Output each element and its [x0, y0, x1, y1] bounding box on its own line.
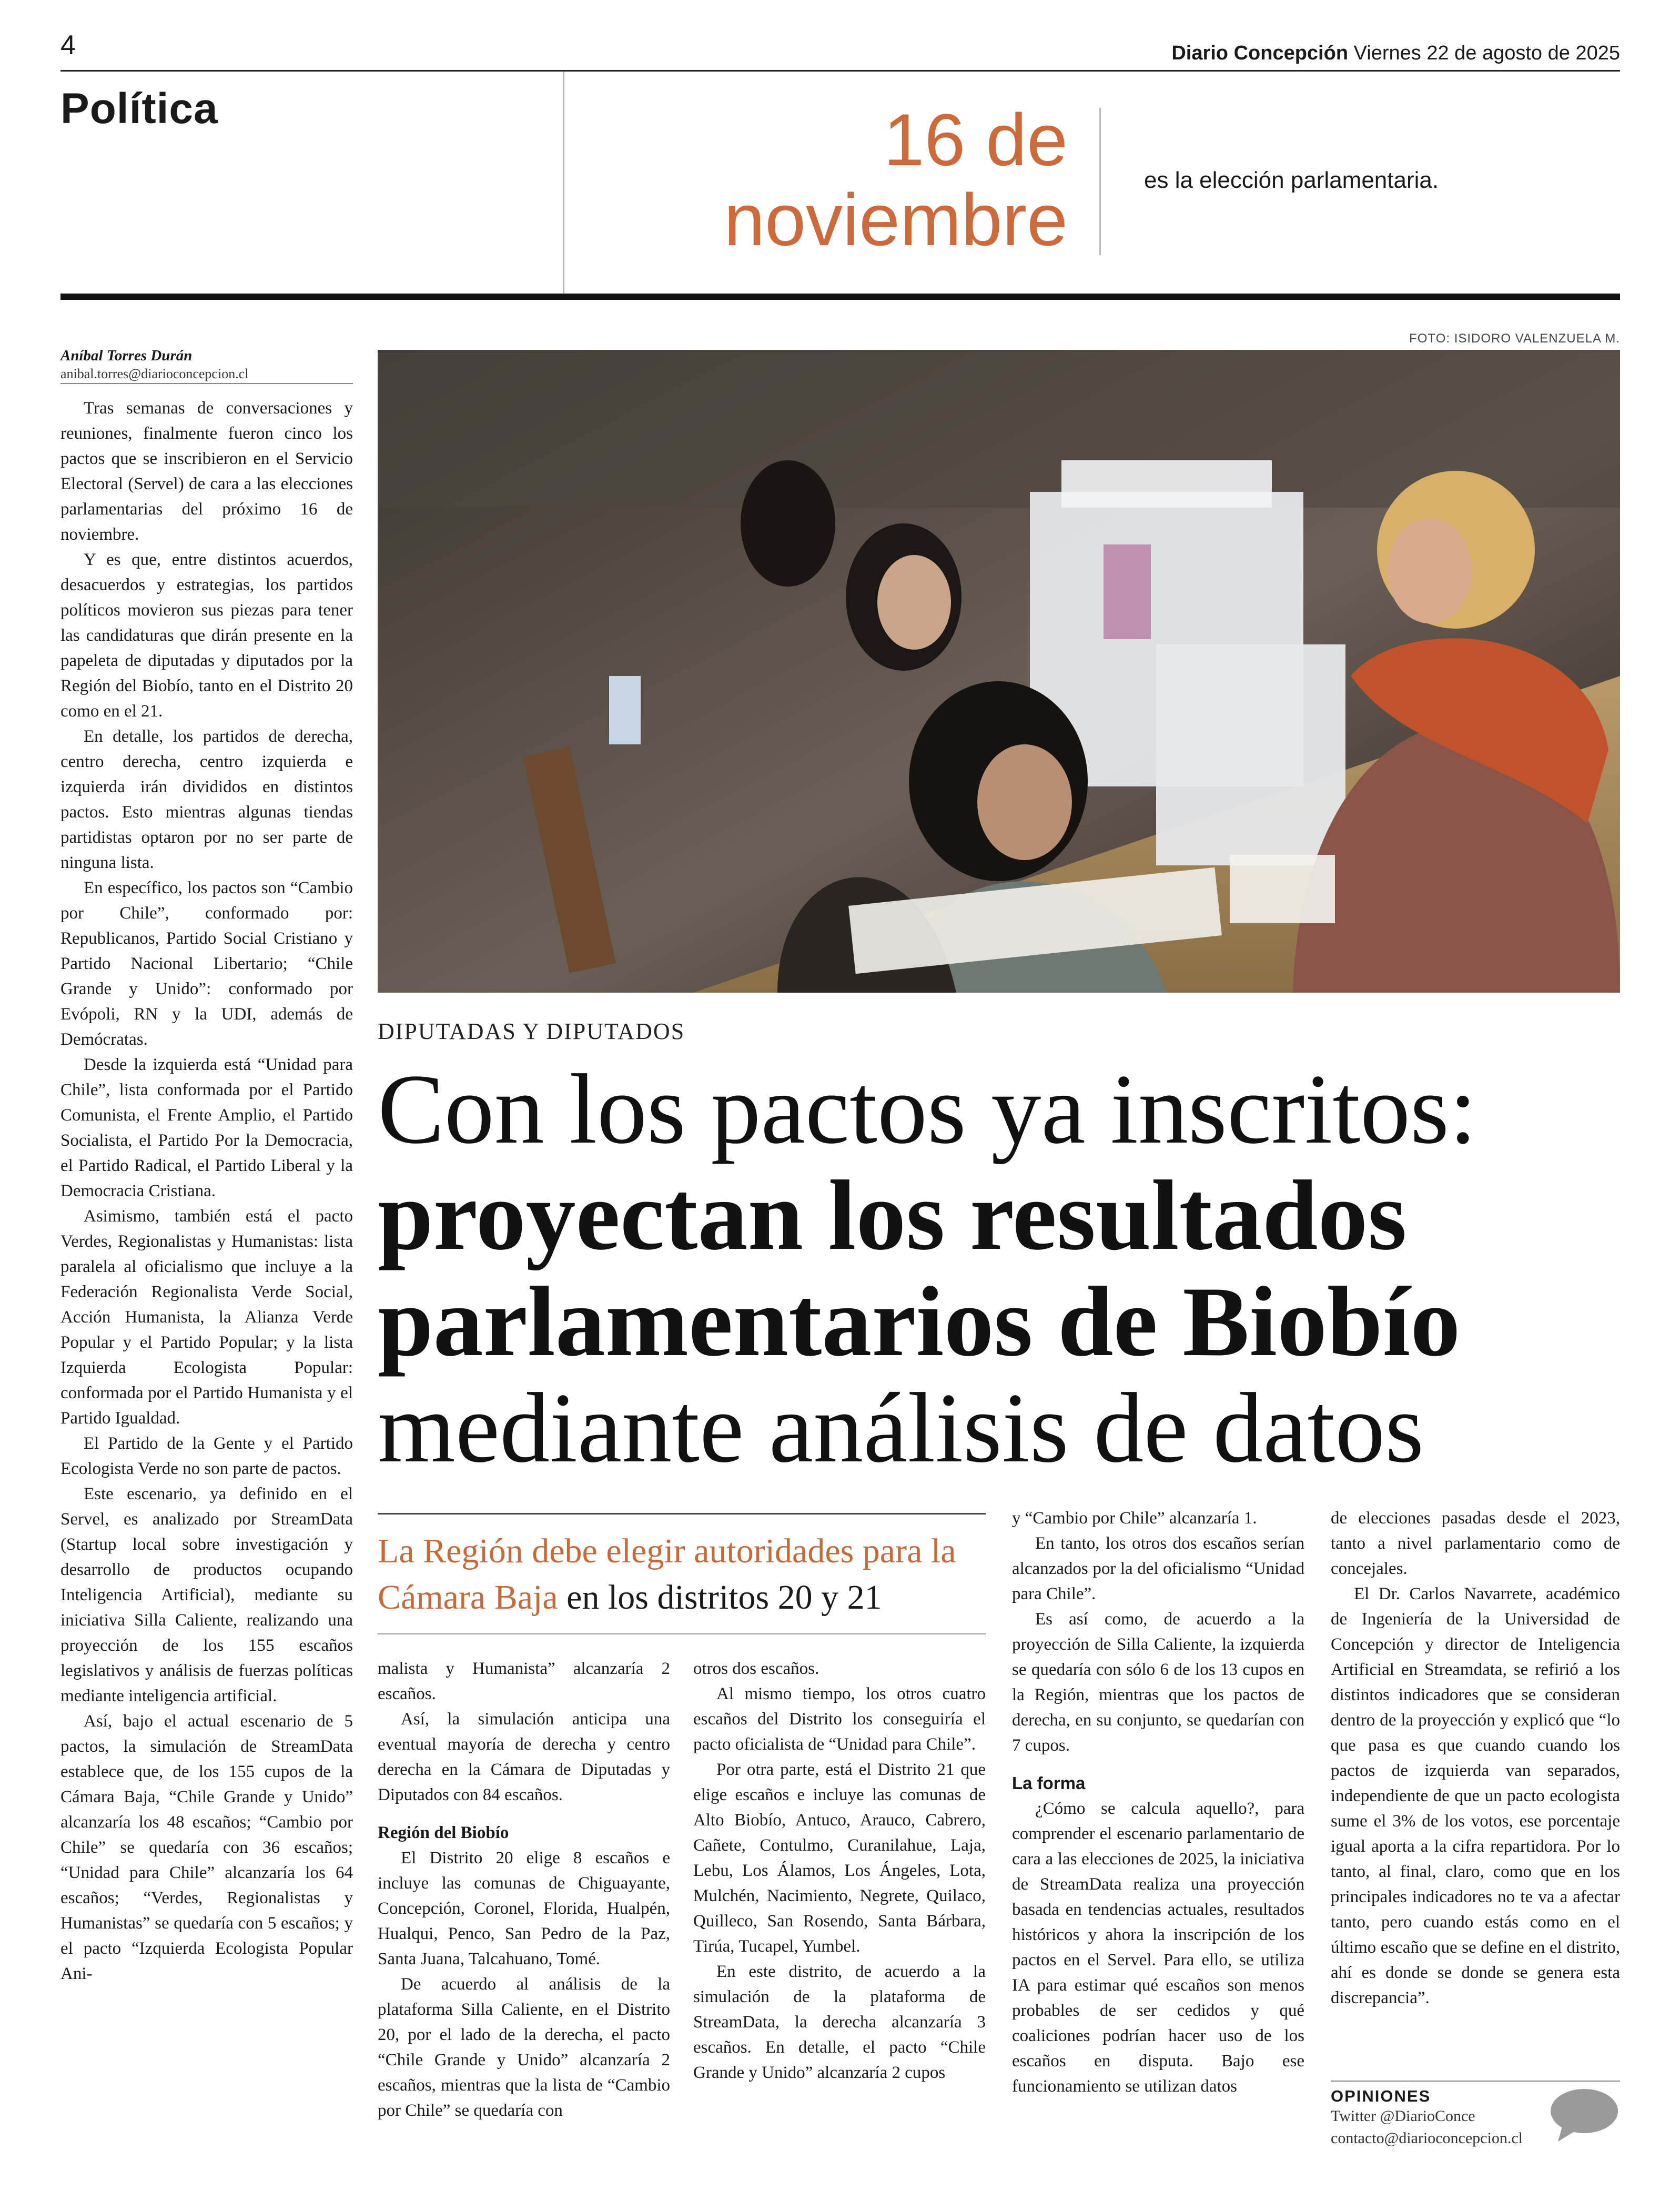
date-callout-line2: noviembre [724, 178, 1068, 261]
paragraph: y “Cambio por Chile” alcanzaría 1. [1012, 1509, 1257, 1528]
subhead-region-biobio: Región del Biobío [378, 1823, 509, 1842]
article-column-4 [1012, 1506, 1304, 2099]
paragraph: En detalle, los partidos de derecha, centro derecha, centro izquierda e izquierda irán divididos en distintos pactos. Esto mientras algunas tiendas partidistas optaron por no ser parte de ninguna lista. [60, 727, 353, 872]
subhead-la-forma: La forma [1012, 1773, 1086, 1793]
paragraph: El Partido de la Gente y el Partido Ecologista Verde no son parte de pactos. [60, 1434, 353, 1478]
speech-bubble-icon [1546, 2086, 1620, 2144]
top-rule [60, 70, 1620, 72]
deck-rest: en los distritos 20 y 21 [558, 1578, 882, 1617]
paragraph: Por otra parte, está el Distrito 21 que elige escaños e incluye las comunas de Alto Biobío, Antuco, Arauco, Cabrero, Cañete, Contulmo, Curanilahue, Laja, Lebu, Los Álamos, Los Ángeles, Lota, Mulchén, Nacimiento, Negrete, Quilaco, Quilleco, San Rosendo, Santa Bárbara, Tirúa, Tucapel, Yumbel. [693, 1760, 986, 1956]
header-thick-rule [60, 294, 1620, 300]
paragraph: El Dr. Carlos Navarrete, académico de Ingeniería de la Universidad de Concepción y director de Inteligencia Artificial en Streamdata, se refirió a los distintos indicadores que se consideran dentro de la proyección y explicó que “lo que pasa es que cuando cuando los pactos de izquierda van separados, independiente de que un pacto ecologista sume el 3% de los votos, ese porcentaje igual aporta a la cifra repartidora. Por lo tanto, al final, claro, como que en los principales indicadores no te va a afectar tanto, pero cuando estás como en el último escaño que se define en el distrito, ahí es donde se donde se genera esta discrepancia”. [1331, 1584, 1620, 2007]
headline-line3: parlamentarios de Biobío [378, 1267, 1461, 1377]
paragraph: Y es que, entre distintos acuerdos, desacuerdos y estrategias, los partidos políticos movieron sus piezas para tener las candidaturas que dirán presente en la papeleta de diputadas y diputados por la Región del Biobío, tanto en el Distrito 20 como en el 21. [60, 550, 353, 721]
article-deck [378, 1528, 993, 1621]
opiniones-label: OPINIONES [1331, 2087, 1431, 2105]
date-callout-line1: 16 de [883, 98, 1068, 181]
newspaper-name: Diario Concepción [1171, 42, 1349, 64]
page-number: 4 [60, 30, 76, 60]
article-kicker: DIPUTADAS Y DIPUTADOS [378, 1018, 685, 1044]
callout-text: es la elección parlamentaria. [1144, 167, 1439, 193]
paragraph: En tanto, los otros dos escaños serían alcanzados por la del oficialismo “Unidad para Chile”. [1012, 1534, 1304, 1603]
photo-credit: FOTO: ISIDORO VALENZUELA M. [1409, 331, 1620, 346]
deck-accent: La Región debe elegir autoridades para la Cámara Baja [378, 1532, 956, 1617]
paragraph: Al mismo tiempo, los otros cuatro escaños del Distrito los conseguiría el pacto oficialista de “Unidad para Chile”. [693, 1684, 986, 1754]
paragraph: En específico, los pactos son “Cambio por Chile”, conformado por: Republicanos, Partido Social Cristiano y Partido Nacional Libertario; “Chile Grande y Unido”: conformado por Evópoli, RN y la UDI, además de Demócratas. [60, 879, 353, 1049]
paragraph: Desde la izquierda está “Unidad para Chile”, lista conformada por el Partido Comunista, el Frente Amplio, el Partido Socialista, el Partido Por la Democracia, el Partido Radical, el Partido Liberal y la Democracia Cristiana. [60, 1055, 353, 1200]
headline-line2: proyectan los resultados [378, 1160, 1407, 1271]
header-divider [563, 72, 564, 295]
paragraph: Tras semanas de conversaciones y reuniones, finalmente fueron cinco los pactos que se inscribieron en el Servicio Electoral (Servel) de cara a las elecciones parlamentarias del próximo 16 de noviembre. [60, 399, 353, 544]
paragraph: malista y Humanista” alcanzaría 2 escaños. [378, 1659, 670, 1703]
section-title: Política [60, 85, 218, 133]
article-column-1 [60, 396, 353, 1986]
paragraph: De acuerdo al análisis de la plataforma Silla Caliente, en el Distrito 20, por el lado de la derecha, el pacto “Chile Grande y Unido” alcanzaría 2 escaños, mientras que la lista de “Cambio por Chile” se quedaría con [378, 1975, 670, 2120]
article-headline [378, 1056, 1620, 1481]
article-column-3 [693, 1656, 986, 2085]
article-column-5 [1331, 1506, 1620, 2011]
date-callout [657, 100, 1068, 260]
paragraph: de elecciones pasadas desde el 2023, tanto a nivel parlamentario como de concejales. [1331, 1509, 1620, 1578]
headline-line1: Con los pactos ya inscritos: [378, 1054, 1477, 1165]
paragraph: El Distrito 20 elige 8 escaños e incluye las comunas de Chiguayante, Concepción, Coronel, Florida, Hualpén, Hualqui, Penco, San Pedro de la Paz, Santa Juana, Talcahuano, Tomé. [378, 1849, 670, 1968]
deck-bottom-rule [378, 1633, 986, 1634]
opiniones-email[interactable]: contacto@diarioconcepcion.cl [1331, 2129, 1523, 2147]
paragraph: ¿Cómo se calcula aquello?, para comprender el escenario parlamentario de cara a las elecciones de 2025, la iniciativa de StreamData realiza una proyección basada en tendencias actuales, resultados históricos y ahora la inscripción de los pactos en el Servel. Para ello, se utiliza IA para estimar qué escaños son menos probables de ser cedidos y qué coaliciones podrían hacer uso de los escaños en disputa. Bajo ese funcionamiento se utilizan datos [1012, 1799, 1304, 2096]
issue-date: Viernes 22 de agosto de 2025 [1353, 42, 1620, 64]
opiniones-rule [1331, 2081, 1620, 2082]
opiniones-twitter[interactable]: Twitter @DiarioConce [1331, 2107, 1475, 2125]
article-column-2 [378, 1656, 670, 2123]
deck-top-rule [378, 1513, 986, 1515]
author-name: Aníbal Torres Durán [60, 347, 193, 364]
paragraph: Es así como, de acuerdo a la proyección de Silla Caliente, la izquierda se quedaría con sólo 6 de los 13 cupos en la Región, mientras que los pactos de derecha, en su conjunto, se quedarían con 7 cupos. [1012, 1610, 1304, 1755]
author-email: anibal.torres@diarioconcepcion.cl [60, 366, 249, 381]
paragraph: Asimismo, también está el pacto Verdes, Regionalistas y Humanistas: lista paralela al oficialismo que incluye a la Federación Regionalista Verde Social, Acción Humanista, la Alianza Verde Popular y el Partido Popular; y la lista Izquierda Ecologista Popular: conformada por el Partido Humanista y el Partido Igualdad. [60, 1207, 353, 1428]
headline-line4: mediante análisis de datos [378, 1373, 1424, 1483]
article-photo [378, 350, 1620, 993]
paragraph: otros dos escaños. [693, 1659, 819, 1678]
header-dateline [1171, 42, 1620, 65]
byline-rule [60, 383, 353, 384]
paragraph: En este distrito, de acuerdo a la simulación de la plataforma de StreamData, la derecha alcanzaría 3 escaños. En detalle, el pacto “Chile Grande y Unido” alcanzaría 2 cupos [693, 1962, 986, 2082]
paragraph: Así, la simulación anticipa una eventual mayoría de derecha y centro derecha en la Cámara de Diputadas y Diputados con 84 escaños. [378, 1710, 670, 1804]
callout-divider [1099, 108, 1101, 255]
paragraph: Así, bajo el actual escenario de 5 pactos, la simulación de StreamData establece que, de los 155 cupos de la Cámara Baja, “Chile Grande y Unido” alcanzaría los 48 escaños; “Cambio por Chile” se quedaría con 36 escaños; “Unidad para Chile” alcanzaría los 64 escaños; “Verdes, Regionalistas y Humanistas” se quedaría con 5 escaños; y el pacto “Izquierda Ecologista Popular Ani- [60, 1712, 353, 1983]
paragraph: Este escenario, ya definido en el Servel, es analizado por StreamData (Startup local sobre investigación y desarrollo de productos ocupando Inteligencia Artificial), mediante su iniciativa Silla Caliente, realizando una proyección de los 155 escaños legislativos y análisis de fuerzas políticas mediante inteligencia artificial. [60, 1485, 353, 1705]
